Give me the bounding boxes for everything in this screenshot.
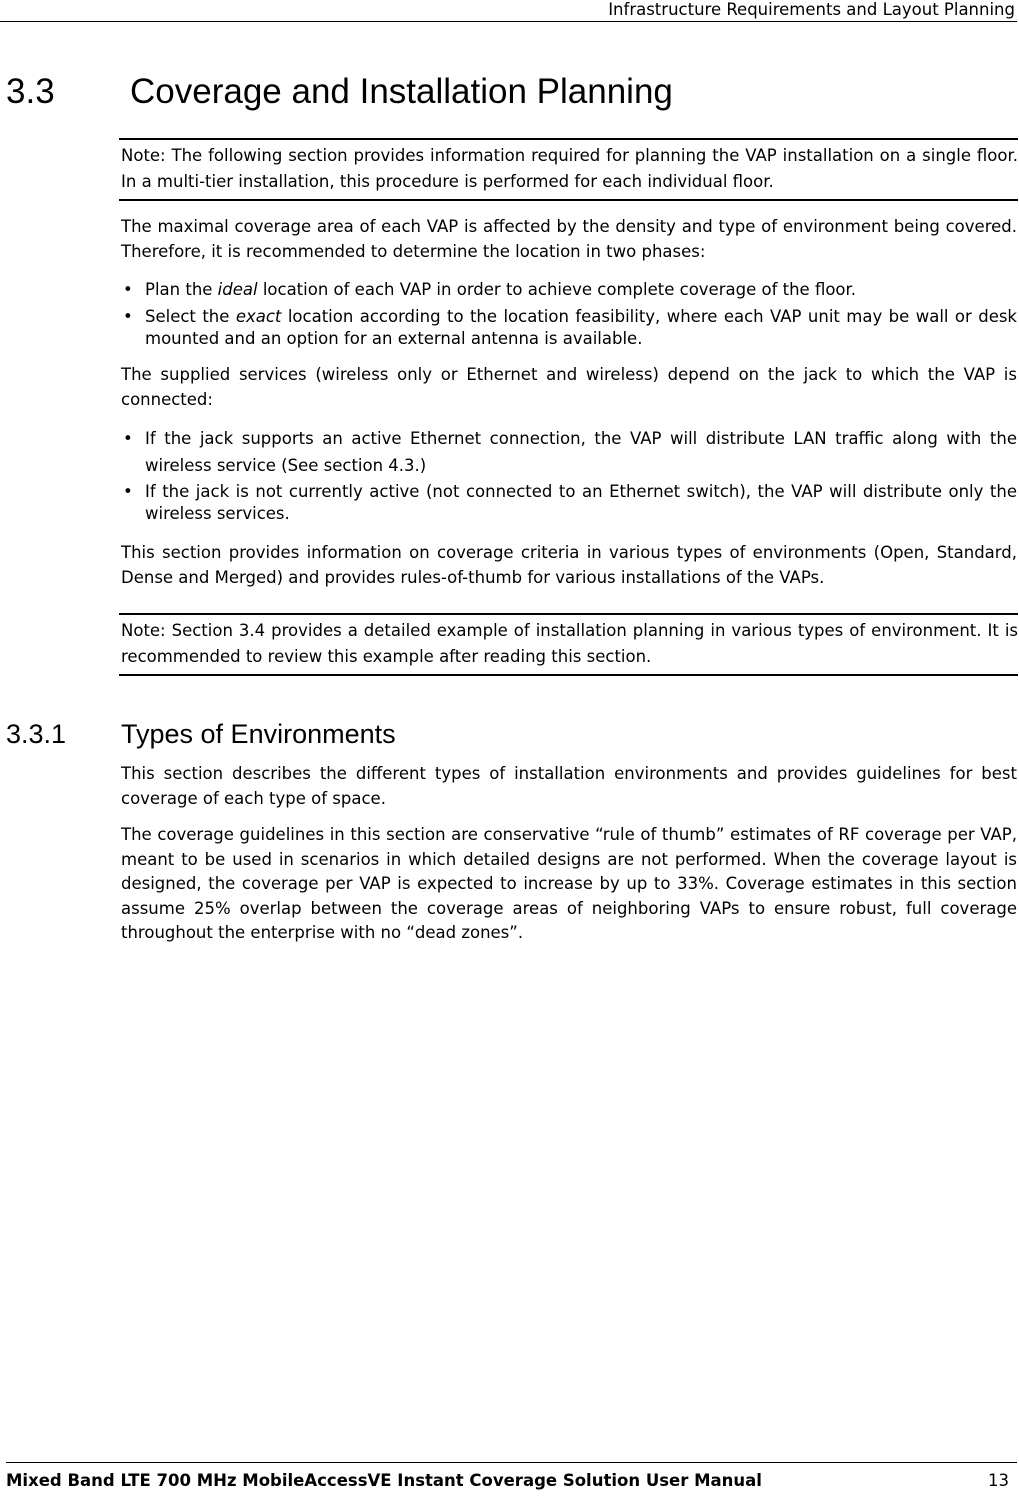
bullet-icon: •	[123, 429, 133, 448]
subsection-title: Types of Environments	[121, 719, 396, 749]
section-heading	[6, 70, 673, 114]
list-item: • Select the exact location according to the location feasibility, where each VAP unit may be wall or desk mounted and an option for an external antenna is available.	[123, 307, 1017, 348]
page-number: 13	[988, 1471, 1009, 1490]
note-single-floor-text: Note: The following section provides information required for planning the VAP installation on a single floor. In a multi-tier installation, this procedure is performed for each individual floor.	[121, 146, 1018, 191]
paragraph-coverage-area: The maximal coverage area of each VAP is affected by the density and type of environment being covered. Therefore, it is recommended to determine the location in two phases:	[121, 217, 1017, 261]
section-title: Coverage and Installation Planning	[130, 72, 673, 111]
bullet-icon: •	[123, 482, 133, 501]
page-footer	[6, 1462, 1017, 1495]
phases-list	[121, 279, 1017, 350]
paragraph-supplied-services: The supplied services (wireless only or Ethernet and wireless) depend on the jack to which the VAP is connected:	[121, 365, 1017, 409]
emphasis-ideal: ideal	[217, 280, 258, 299]
subsection-number: 3.3.1	[6, 719, 67, 749]
list-item: • If the jack supports an active Ethernet connection, the VAP will distribute LAN traffic along with the wireless service (See section 4.3.)	[121, 425, 1017, 479]
note-section-3-4-text: Note: Section 3.4 provides a detailed example of installation planning in various types of environment. It is recommended to review this example after reading this section.	[121, 621, 1018, 666]
list-item: • If the jack is not currently active (not connected to an Ethernet switch), the VAP will distribute only the wireless services.	[123, 482, 1017, 523]
note-section-3-4	[119, 613, 1018, 676]
running-header	[0, 0, 1017, 22]
bullet-icon: •	[123, 307, 133, 326]
note-single-floor	[119, 138, 1018, 201]
paragraph-coverage-guidelines: The coverage guidelines in this section are conservative “rule of thumb” estimates of RF coverage per VAP, meant to be used in scenarios in which detailed designs are not performed. When the coverage layout is designed, the coverage per VAP is expected to increase by up to 33%. Coverage estimates in this section assume 25% overlap between the coverage areas of neighboring VAPs to ensure robust, full coverage throughout the enterprise with no “dead zones”.	[121, 825, 1017, 942]
subsection-heading	[6, 716, 396, 752]
paragraph-environment-types: This section describes the different types of installation environments and provides guidelines for best coverage of each type of space.	[121, 764, 1017, 808]
list-item: • Plan the ideal location of each VAP in order to achieve complete coverage of the floor.	[123, 280, 857, 299]
running-header-title: Infrastructure Requirements and Layout Planning	[608, 0, 1015, 19]
bullet-icon: •	[123, 280, 133, 299]
paragraph-coverage-criteria: This section provides information on coverage criteria in various types of environments (Open, Standard, Dense and Merged) and provides rules-of-thumb for various installations of the VAPs.	[121, 543, 1017, 587]
section-number: 3.3	[6, 72, 55, 111]
emphasis-exact: exact	[235, 307, 282, 326]
services-list	[121, 425, 1017, 525]
footer-manual-title: Mixed Band LTE 700 MHz MobileAccessVE Instant Coverage Solution User Manual	[6, 1471, 762, 1490]
